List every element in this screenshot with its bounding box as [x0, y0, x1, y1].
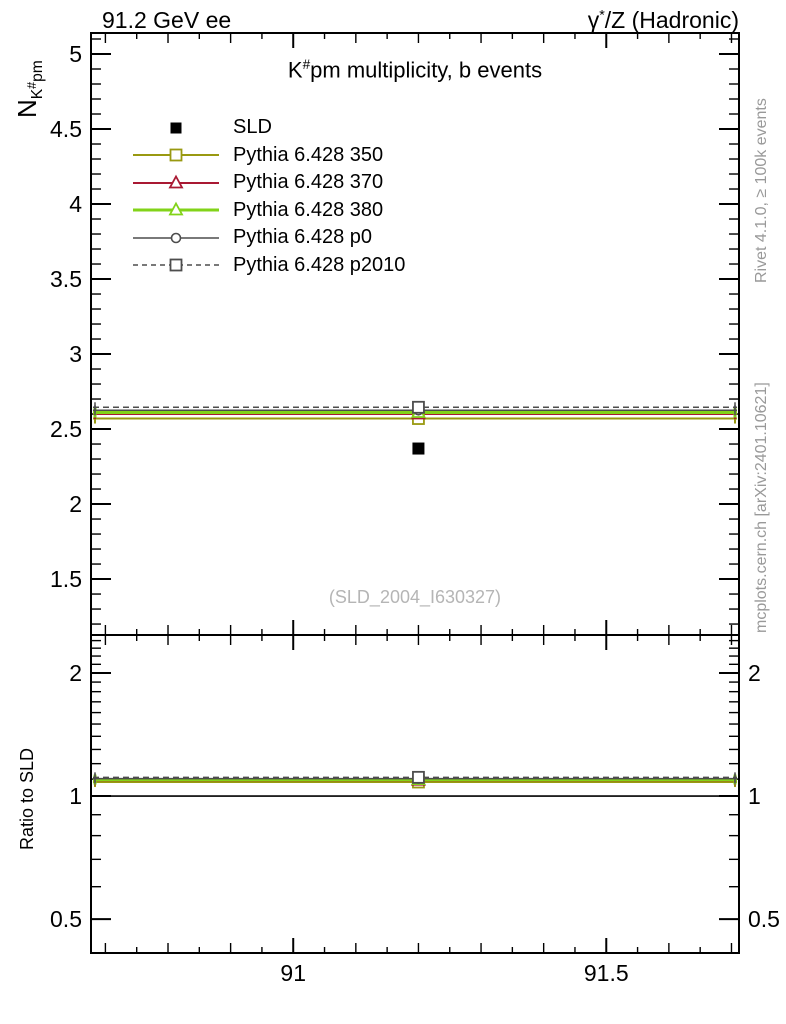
y-axis-label [12, 60, 47, 118]
legend-item-label: Pythia 6.428 p2010 [233, 253, 406, 276]
ratio-tick-label: 1 [69, 783, 82, 810]
legend-item [132, 169, 405, 197]
legend-marker-icon [132, 172, 220, 194]
mcplots-reference-text: mcplots.cern.ch [arXiv:2401.10621] [753, 382, 770, 633]
legend-marker-shape [172, 233, 181, 242]
legend-item [132, 197, 405, 225]
plot-title-base: K [287, 57, 303, 83]
x-tick-label: 91 [280, 960, 307, 986]
process-label-base: γ [587, 7, 600, 33]
y-axis-label-sub-sup: # [25, 81, 39, 89]
process-label-rest: /Z (Hadronic) [604, 7, 739, 33]
legend-marker-icon [132, 144, 220, 166]
y-tick-label: 4.5 [50, 116, 82, 143]
y-tick-label: 2.5 [50, 416, 82, 443]
y-axis-label-sub-rest: pm [29, 60, 47, 82]
y-tick-label: 5 [69, 41, 82, 68]
legend-item-label: Pythia 6.428 p0 [233, 226, 372, 249]
ratio-tick-label: 0.5 [748, 906, 780, 933]
ratio-tick-label: 2 [69, 659, 82, 686]
y-axis-label-sub-base: K [29, 88, 47, 100]
process-label-sup: * [599, 7, 605, 24]
plot-title-rest: pm multiplicity, b events [310, 57, 543, 83]
y-tick-label: 3.5 [50, 266, 82, 293]
process-label [588, 7, 739, 34]
legend-item-label: Pythia 6.428 350 [233, 143, 384, 166]
legend-item-label: Pythia 6.428 380 [233, 198, 384, 221]
plot-title [91, 57, 739, 83]
legend-item [132, 252, 405, 280]
ratio-axis-label: Ratio to SLD [17, 747, 37, 850]
y-tick-label: 3 [69, 341, 82, 368]
legend-item [132, 224, 405, 252]
legend-marker-shape [171, 150, 182, 161]
y-tick-label: 2 [69, 491, 82, 518]
ratio-tick-label: 0.5 [50, 906, 82, 933]
legend-item [132, 142, 405, 170]
plot-title-sup: # [302, 57, 311, 72]
legend-item [132, 114, 405, 142]
legend-item-label: Pythia 6.428 370 [233, 171, 384, 194]
legend-marker-shape [171, 260, 182, 271]
legend-marker-shape [171, 122, 182, 133]
legend-marker-icon [132, 117, 220, 139]
y-tick-label: 1.5 [50, 566, 82, 593]
ratio-tick-label: 1 [748, 783, 761, 810]
series-marker [413, 772, 424, 783]
y-tick-label: 4 [69, 191, 82, 218]
legend-marker-icon [132, 199, 220, 221]
ratio-tick-label: 2 [748, 659, 761, 686]
legend [132, 114, 405, 279]
legend-marker-icon [132, 254, 220, 276]
ratio-panel-frame [91, 635, 739, 953]
x-tick-label: 91.5 [583, 960, 629, 986]
rivet-version-text: Rivet 4.1.0, ≥ 100k events [753, 98, 770, 283]
series-marker [413, 402, 424, 413]
analysis-id-watermark: (SLD_2004_I630327) [328, 587, 502, 607]
legend-item-label: SLD [233, 116, 272, 139]
y-axis-label-base: N [12, 99, 42, 118]
beam-energy-label: 91.2 GeV ee [102, 7, 232, 33]
legend-marker-icon [132, 227, 220, 249]
data-point-marker [412, 443, 424, 455]
